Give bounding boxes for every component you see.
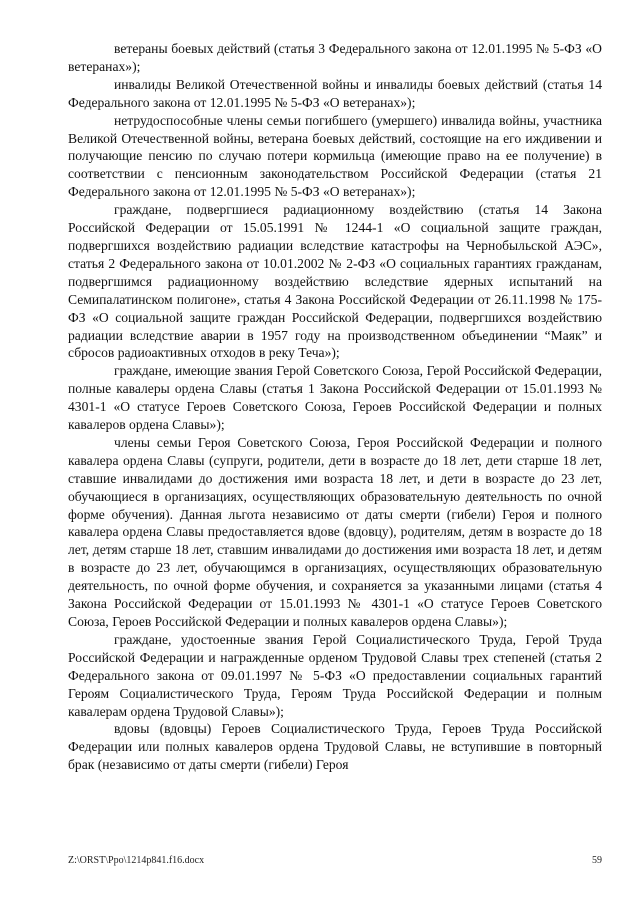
footer-page-number: 59 — [592, 855, 602, 866]
paragraph-combat-veterans: ветераны боевых действий (статья 3 Федерального закона от 12.01.1995 № 5-ФЗ «О ветеранах»); — [68, 41, 602, 74]
document-body — [68, 40, 602, 774]
paragraph-radiation-exposed: граждане, подвергшиеся радиационному воздействию (статья 14 Закона Российской Федерации от 15.05.1991 № 1244-1 «О социальной защите граждан, подвергшихся воздействию радиации вследствие катастрофы на Чернобыльской АЭС», статья 2 Федерального закона от 10.01.2002 № 2-ФЗ «О социальных гарантиях гражданам, подвергшимся радиационному воздействию вследствие ядерных испытаний на Семипалатинском полигоне», статья 4 Закона Российской Федерации от 26.11.1998 № 175-ФЗ «О социальной защите граждан Российской Федерации, подвергшихся воздействию радиации вследствие аварии в 1957 году на производственном объединении “Маяк” и сбросов радиоактивных отходов в реку Теча»); — [68, 202, 602, 361]
paragraph-family-members: нетрудоспособные члены семьи погибшего (умершего) инвалида войны, участника Великой Отечественной войны, ветерана боевых действий, состоящие на его иждивении и получающие пенсию по случаю потери кормильца (имеющие право на ее получение) в соответствии с пенсионным законодательством Российской Федерации (статья 21 Федерального закона от 12.01.1995 № 5-ФЗ «О ветеранах»); — [68, 112, 602, 200]
paragraph-labor-heroes: граждане, удостоенные звания Герой Социалистического Труда, Герой Труда Российской Федерации и награжденные орденом Трудовой Славы трех степеней (статья 2 Федерального закона от 09.01.1997 № 5-ФЗ «О предоставлении социальных гарантий Героям Социалистического Труда, Героям Труда Российской Федерации и полным кавалерам ордена Трудовой Славы»); — [68, 631, 602, 719]
paragraph-war-invalids: инвалиды Великой Отечественной войны и инвалиды боевых действий (статья 14 Федерального закона от 12.01.1995 № 5-ФЗ «О ветеранах»); — [68, 76, 602, 110]
paragraph-labor-hero-widows: вдовы (вдовцы) Героев Социалистического Труда, Героев Труда Российской Федерации или полных кавалеров ордена Трудовой Славы, не вступившие в повторный брак (независимо от даты смерти (гибели) Героя — [68, 721, 602, 773]
paragraph-hero-family: члены семьи Героя Советского Союза, Героя Российской Федерации и полного кавалера ордена Славы (супруги, родители, дети в возрасте до 18 лет, дети старше 18 лет, ставшие инвалидами до достижения ими возраста 18 лет, и дети в возрасте до 23 лет, обучающиеся в организациях, осуществляющих образовательную деятельность по очной форме обучения). Данная льгота независимо от даты смерти (гибели) Героя и полного кавалера ордена Славы предоставляется вдове (вдовцу), родителям, детям в возрасте до 18 лет, детям старше 18 лет, ставшим инвалидами до достижения ими возраста 18 лет, и детям в возрасте до 23 лет, обучающимся в организациях, осуществляющих образовательную деятельность, по очной форме обучения, и сохраняется за указанными лицами (статья 4 Закона Российской Федерации от 15.01.1993 № 4301-1 «О статусе Героев Советского Союза, Героев Российской Федерации и полных кавалеров ордена Славы»); — [68, 434, 602, 629]
footer-file-path: Z:\ORST\Ppo\1214p841.f16.docx — [68, 855, 205, 866]
paragraph-heroes: граждане, имеющие звания Герой Советского Союза, Герой Российской Федерации, полные кавалеры ордена Славы (статья 1 Закона Российской Федерации от 15.01.1993 № 4301-1 «О статусе Героев Советского Союза, Героев Российской Федерации и полных кавалеров ордена Славы»); — [68, 363, 602, 433]
